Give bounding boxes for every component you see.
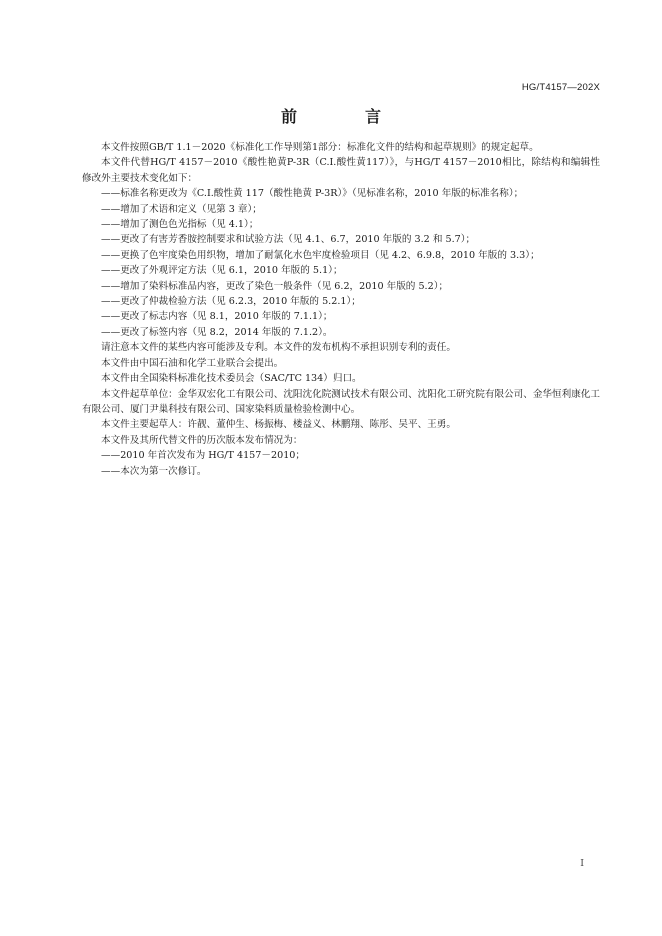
page-title: 前 言 (280, 107, 407, 126)
document-code: HG/T4157—202X (521, 82, 600, 93)
list-item: ——本次为第一次修订。 (101, 465, 207, 477)
list-item: ——2010 年首次发布为 HG/T 4157－2010； (101, 450, 305, 462)
list-item: ——更改了外观评定方法（见 6.1，2010 年版的 5.1）； (101, 265, 343, 277)
list-item: ——增加了测色色光指标（见 4.1）； (101, 219, 259, 231)
list-item: ——标准名称更改为《C.I.酸性黄 117（酸性艳黄 P-3R）》（见标准名称，2010 年版的标准名称）； (101, 188, 524, 200)
paragraph-committee: 本文件由全国染料标准化技术委员会（SAC/TC 134）归口。 (101, 373, 362, 385)
paragraph-replacement: 本文件代替HG/T 4157－2010《酸性艳黄P-3R（C.I.酸性黄117）》，与HG/T 4157－2010相比，除结构和编辑性修改外主要技术变化如下： (82, 157, 600, 184)
list-item: ——更换了色牢度染色用织物，增加了耐氯化水色牢度检验项目（见 4.2、6.9.8，2010 年版的 3.3）； (101, 249, 540, 261)
foreword-body (82, 140, 600, 479)
list-item: ——更改了有害芳香胺控制要求和试验方法（见 4.1、6.7，2010 年版的 3.2 和 5.7）； (101, 234, 476, 246)
list-item: ——更改了仲裁检验方法（见 6.2.3，2010 年版的 5.2.1）； (101, 296, 361, 308)
paragraph-drafters: 本文件主要起草人：许靓、董仲生、杨振梅、楼益义、林鹏翔、陈彤、吴平、王勇。 (101, 419, 456, 431)
list-item: ——更改了标签内容（见 8.2，2014 年版的 7.1.2）。 (101, 326, 333, 338)
history-list (82, 448, 600, 479)
paragraph-standard-basis: 本文件按照GB/T 1.1－2020《标准化工作导则第1部分：标准化文件的结构和起草规则》的规定起草。 (101, 142, 539, 153)
paragraph-proposer: 本文件由中国石油和化学工业联合会提出。 (101, 357, 284, 369)
paragraph-drafting-units: 本文件起草单位：金华双宏化工有限公司、沈阳沈化院测试技术有限公司、沈阳化工研究院有限公司、金华恒利康化工有限公司、厦门尹巢科技有限公司、国家染料质量检验检测中心。 (82, 388, 600, 415)
changes-list (82, 186, 600, 340)
page-number: I (580, 858, 584, 869)
list-item: ——增加了染料标准品内容，更改了染色一般条件（见 6.2，2010 年版的 5.2）； (101, 280, 449, 292)
paragraph-history-intro: 本文件及其所代替文件的历次版本发布情况为： (101, 434, 303, 446)
list-item: ——增加了术语和定义（见第 3 章）； (101, 203, 262, 215)
paragraph-patent-notice: 请注意本文件的某些内容可能涉及专利。本文件的发布机构不承担识别专利的责任。 (101, 342, 456, 354)
list-item: ——更改了标志内容（见 8.1，2010 年版的 7.1.1）； (101, 311, 333, 323)
